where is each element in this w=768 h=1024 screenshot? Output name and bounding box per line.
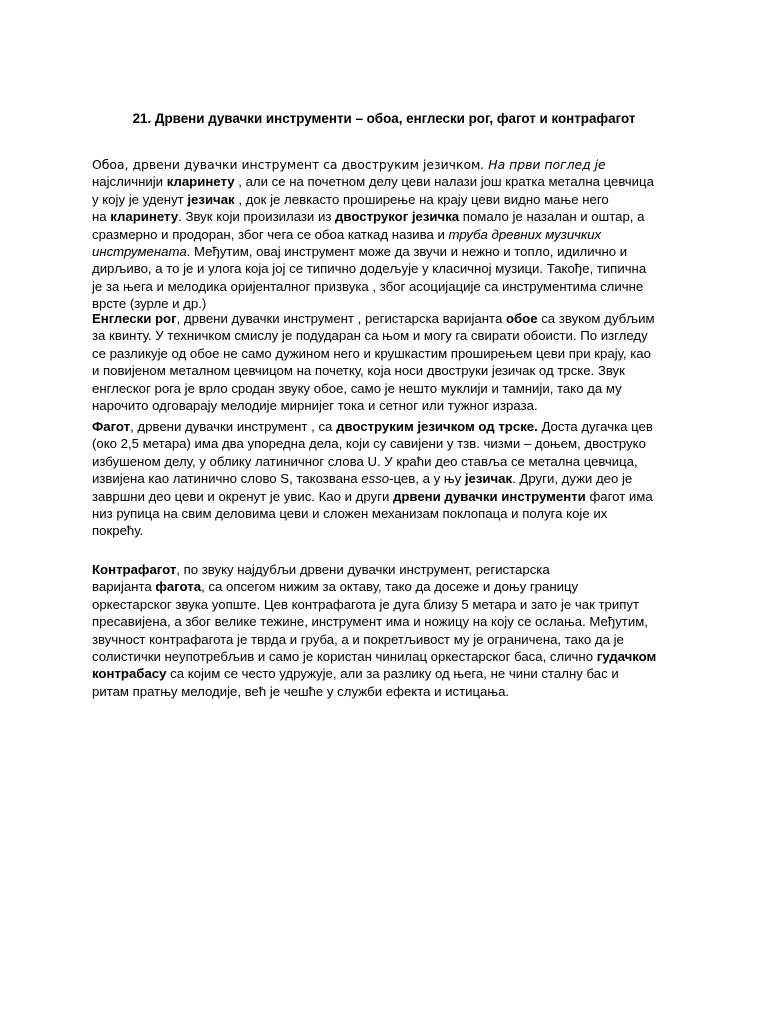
text-line	[92, 310, 692, 327]
text-line: (око 2,5 метара) има два упоредна дела, који су савијени у тзв. чизми – доњем, двоструко	[92, 436, 646, 452]
text-span: завршни део цеви и окренут је увис. Као и други	[92, 488, 393, 504]
text-line	[92, 665, 692, 682]
text-line: низ рупица на свим деловима цеви и сложен механизам поклопаца и полуга које их	[92, 505, 608, 521]
text-span: , док је левкасто проширење на крају цеви видно мање него	[234, 191, 609, 207]
term-double-reed: двоструког језичка	[335, 209, 460, 225]
text-line: врсте (зурле и др.)	[92, 296, 207, 312]
paragraph-english-horn	[92, 310, 692, 414]
text-line: је за њега и мелодика оријенталног призвука , због асоцијације са инструментима сличне	[92, 278, 644, 294]
text-line: за квинту. У техничком смислу је подударан са њом и могу га свирати обоисти. По изгледу	[92, 328, 648, 344]
text-line	[92, 470, 692, 487]
term-string: гудачком	[596, 648, 657, 664]
text-span: . Други, дужи део је	[512, 471, 633, 487]
text-span: . На први поглед је	[480, 157, 606, 172]
term-double-reed-cane: двоструким језичком од трске.	[336, 419, 538, 434]
text-line: ритам пратњу мелодије, већ је чешће у служби ефекта и истицања.	[92, 683, 510, 699]
text-span: Доста дугачка цев	[537, 419, 653, 434]
text-line	[92, 208, 692, 225]
text-span: . Звук који произилази из	[178, 209, 336, 225]
text-span: са којим се често удружује, али за разлику од њега, не чини сталну бас и	[166, 666, 619, 682]
text-line: енглеског рога је врло сродан звуку обое, само је нешто муклији и тамнији, тако да му	[92, 380, 622, 396]
text-span: најсличнији	[92, 174, 167, 190]
text-line	[92, 578, 692, 595]
text-span: на	[92, 209, 111, 225]
text-span: труба древних музичких	[448, 226, 602, 242]
text-span: , дрвени дувачки инструмент , регистарска варијанта	[176, 311, 506, 326]
text-line	[92, 156, 692, 173]
text-line: се разликује од обое не само дужином него и крушкастим проширењем цеви при крају, као	[92, 345, 651, 361]
term-bassoon: фагота	[155, 579, 202, 595]
term-oboe: Обоа, дрвени дувачки инструмент са двоструким језичком	[92, 157, 481, 172]
text-span: , са опсегом нижим за октаву, тако да досеже и доњу границу	[201, 579, 579, 595]
document-title: 21. Дрвени дувачки инструменти – обоа, енглески рог, фагот и контрафагот	[132, 111, 636, 126]
text-line: пресавијена, а због велике тежине, инструмент има и ножицу на коју се ослања. Међутим,	[92, 614, 648, 630]
text-line	[92, 173, 692, 190]
text-line: и повиjеном металном цевчицом на почетку, која носи двоструки језичак од трске. Звук	[92, 363, 625, 379]
text-line	[92, 226, 692, 243]
term-reed: језичак	[464, 471, 513, 487]
text-span: , дрвени дувачки инструмент , са	[130, 419, 337, 434]
text-span: инструмената	[92, 243, 187, 259]
text-line	[92, 418, 692, 435]
term-oboe: обое	[505, 311, 538, 326]
text-line	[92, 191, 692, 208]
term-reed: језичак	[187, 191, 235, 207]
text-span: са звуком дубљим	[537, 311, 655, 326]
text-line	[92, 488, 692, 505]
term-esso: esso	[361, 471, 390, 487]
term-double-bass: контрабасу	[92, 666, 167, 682]
text-span: . Међутим, овај инструмент може да звучи и нежно и топло, идилично и	[186, 243, 628, 259]
text-span: , али се на почетном делу цеви налази још кратка метална цевчица	[234, 174, 654, 190]
text-line	[92, 648, 692, 665]
text-line: избушеном делу, у облику латиничног слова U. У краћи део ставља се метална цевчица,	[92, 453, 638, 469]
text-line	[92, 561, 692, 578]
text-span: варијанта	[92, 579, 156, 595]
text-span: фагот има	[585, 488, 653, 504]
text-span: помало је назалан и оштар, а	[459, 209, 645, 225]
text-line	[92, 243, 692, 260]
text-span: извијена као латинично слово S, такозвана	[92, 471, 362, 487]
text-line: покрећу.	[92, 523, 144, 539]
text-span: у коју је уденут	[92, 191, 188, 207]
term-contrabassoon: Контрафагот	[92, 562, 177, 577]
term-woodwinds: дрвени дувачки инструменти	[392, 488, 586, 504]
text-line: дирљиво, а то је и улога која јој се типично додељује у класичној музици. Такође, типична	[92, 261, 647, 277]
term-english-horn: Енглески рог	[92, 311, 177, 326]
text-line: оркестарског звука уопште. Цев контрафагота је дуга близу 5 метара и зато је чак трипут	[92, 596, 640, 612]
term-clarinet: кларинету	[110, 209, 179, 225]
text-span: , по звуку најдубљи дрвени дувачки инструмент, регистарска	[176, 562, 550, 577]
text-span: сразмерно и продоран, због чега се обоа каткад назива и	[92, 226, 449, 242]
text-span: -цев, а у њу	[389, 471, 465, 487]
paragraph-oboe	[92, 156, 692, 313]
text-span: солистички неупотребљив и само је користан чинилац оркестарског баса, слично	[92, 648, 597, 664]
paragraph-contrabassoon	[92, 561, 692, 700]
term-clarinet: кларинету	[166, 174, 235, 190]
text-line: звучност контрафагота је тврда и груба, а и покретљивост му је ограничена, тако да је	[92, 631, 624, 647]
term-bassoon: Фагот	[92, 419, 131, 434]
paragraph-bassoon	[92, 418, 692, 540]
text-line: нарочито одговарају мелодије мирнијег тока и сетног или тужног израза.	[92, 397, 538, 413]
